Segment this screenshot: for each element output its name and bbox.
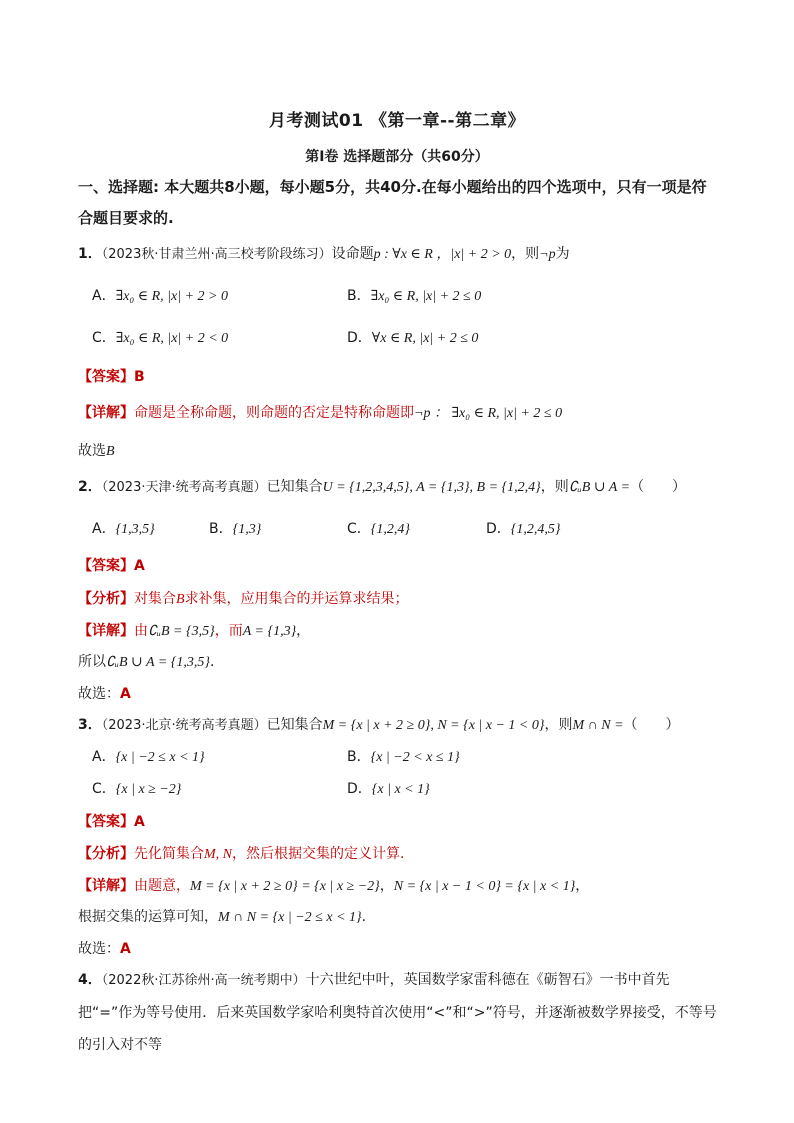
detail-text: 命题是全称命题，则命题的否定是特称命题即: [134, 405, 414, 421]
option-math: {x | x < 1}: [371, 782, 430, 797]
question-1-stem: [78, 244, 570, 265]
detail-text: ，: [296, 623, 311, 639]
analysis-math: M, N: [204, 847, 232, 862]
option-math: ∀x ∈ R, |x| + 2 ≤ 0: [371, 331, 479, 346]
answer-value: A: [134, 814, 145, 830]
option-d[interactable]: [347, 328, 478, 349]
detail-line: [78, 403, 562, 424]
stem-math: ∁ᵤB ∪ A =: [568, 480, 631, 495]
option-d[interactable]: [486, 519, 560, 540]
analysis-line: [78, 844, 404, 865]
conclusion-answer: A: [120, 686, 131, 702]
question-3-stem: [78, 715, 680, 736]
option-math: {x | −2 < x ≤ 1}: [370, 750, 460, 765]
option-math: {1,3,5}: [115, 522, 155, 537]
question-number: 1．: [78, 246, 102, 262]
detail-math: N = {x | x − 1 < 0} = {x | x < 1}: [393, 879, 576, 894]
stem-math: M = {x | x + 2 ≥ 0}, N = {x | x − 1 < 0}: [322, 718, 545, 733]
option-a[interactable]: [92, 747, 205, 768]
detail-math: ¬p ： ∃x₀ ∈ R, |x| + 2 ≤ 0: [414, 406, 563, 421]
detail-line-2: [78, 652, 214, 673]
question-source: （2022秋·江苏徐州·高一统考期中）: [101, 973, 306, 988]
detail-math: ∁ᵤB ∪ A = {1,3,5}: [106, 655, 210, 670]
detail-math: A = {1,3}: [242, 624, 297, 639]
detail-line: [78, 876, 589, 897]
detail-math: M = {x | x + 2 ≥ 0} = {x | x ≥ −2}: [190, 879, 380, 894]
option-label: C．: [347, 521, 371, 537]
answer-value: A: [134, 558, 145, 574]
option-math: {x | −2 ≤ x < 1}: [115, 750, 205, 765]
conclusion-text: 故选: [78, 443, 106, 459]
option-math: {x | x ≥ −2}: [115, 782, 182, 797]
answer-line: [78, 812, 145, 832]
stem-math: U = {1,2,3,4,5}, A = {1,3}, B = {1,2,4}: [322, 480, 541, 495]
detail-text: 由: [134, 623, 148, 639]
option-label: A．: [92, 521, 116, 537]
detail-line-2: [78, 907, 366, 928]
option-label: B．: [347, 749, 371, 765]
answer-tag: 【答案】: [78, 369, 134, 385]
stem-text: 十六世纪中叶，英国数学家雷科德在《砺智石》一书中首先把“=”作为等号使用．后来英国数学家哈利奥特首次使用“<”和“>”符号，并逐渐被数学界接受，不等号的引入对不等: [78, 972, 717, 1053]
detail-text: 根据交集的运算可知，: [78, 909, 218, 925]
detail-text: .: [209, 654, 215, 670]
analysis-text: 先化简集合: [134, 846, 204, 862]
option-a[interactable]: [92, 286, 228, 307]
answer-value: B: [134, 369, 145, 385]
option-label: D．: [347, 781, 372, 797]
stem-text: ，则: [540, 479, 569, 495]
stem-text: 为: [555, 246, 570, 262]
option-label: A．: [92, 749, 116, 765]
stem-text: ，则: [511, 246, 540, 262]
stem-math: M ∩ N =: [572, 718, 624, 733]
section-header: 一、选择题: 本大题共8小题，每小题5分，共40分.在每小题给出的四个选项中，只有一项是符合题目要求的.: [78, 178, 707, 227]
analysis-math: B: [176, 592, 185, 607]
option-d[interactable]: [347, 779, 430, 800]
option-math: {1,2,4,5}: [510, 522, 561, 537]
question-source: （2023·北京·统考高考真题）: [101, 718, 267, 733]
stem-text: 已知集合: [266, 717, 323, 733]
option-b[interactable]: [209, 519, 261, 540]
detail-tag: 【详解】: [78, 623, 134, 639]
conclusion-line: [78, 939, 131, 959]
option-a[interactable]: [92, 519, 155, 540]
analysis-text: 求补集，应用集合的并运算求结果；: [184, 591, 409, 607]
detail-tag: 【详解】: [78, 878, 134, 894]
stem-math: ¬p: [539, 247, 556, 262]
option-label: C．: [92, 781, 116, 797]
option-c[interactable]: [92, 328, 228, 349]
conclusion-math: B: [106, 444, 115, 459]
analysis-line: [78, 589, 409, 610]
answer-line: [78, 556, 145, 576]
stem-math: p : ∀x ∈ R ，|x| + 2 > 0: [373, 247, 512, 262]
page-subtitle: 第I卷 选择题部分（共60分）: [305, 149, 489, 165]
detail-text: ，: [575, 878, 590, 894]
question-number: 4．: [78, 972, 102, 988]
stem-text: 已知集合: [266, 479, 323, 495]
option-math: ∃x₀ ∈ R, |x| + 2 > 0: [115, 289, 228, 304]
analysis-tag: 【分析】: [78, 846, 134, 862]
option-b[interactable]: [347, 286, 481, 307]
option-c[interactable]: [92, 779, 181, 800]
stem-text: （ ）: [630, 479, 687, 495]
detail-text: ，而: [214, 623, 243, 639]
stem-text: （ ）: [623, 717, 680, 733]
detail-math: ∁ᵤB = {3,5}: [148, 624, 215, 639]
question-2-stem: [78, 477, 686, 498]
option-b[interactable]: [347, 747, 460, 768]
conclusion-line: [78, 441, 115, 462]
analysis-text: ，然后根据交集的定义计算.: [232, 846, 405, 862]
question-4-stem: [78, 964, 723, 1061]
detail-tag: 【详解】: [78, 405, 134, 421]
option-math: {1,2,4}: [370, 522, 410, 537]
stem-text: 设命题: [331, 246, 374, 262]
question-source: （2023秋·甘肃兰州·高三校考阶段练习）: [101, 247, 332, 262]
detail-line: [78, 621, 310, 642]
analysis-tag: 【分析】: [78, 591, 134, 607]
conclusion-text: 故选：: [78, 941, 120, 957]
option-label: B．: [347, 288, 371, 304]
option-label: A．: [92, 288, 116, 304]
conclusion-text: 故选：: [78, 686, 120, 702]
option-math: ∃x₀ ∈ R, |x| + 2 < 0: [115, 331, 229, 346]
question-source: （2023·天津·统考高考真题）: [101, 480, 267, 495]
answer-tag: 【答案】: [78, 814, 134, 830]
option-c[interactable]: [347, 519, 410, 540]
page-title: 月考测试01 《第一章--第二章》: [268, 111, 526, 131]
detail-math: M ∩ N = {x | −2 ≤ x < 1}: [218, 910, 362, 925]
conclusion-answer: A: [120, 941, 131, 957]
answer-line: [78, 367, 145, 387]
option-label: D．: [347, 330, 372, 346]
stem-text: ，则: [544, 717, 573, 733]
option-math: ∃x₀ ∈ R, |x| + 2 ≤ 0: [370, 289, 482, 304]
detail-text: 所以: [78, 654, 106, 670]
analysis-text: 对集合: [134, 591, 176, 607]
option-label: D．: [486, 521, 511, 537]
option-label: B．: [209, 521, 233, 537]
question-number: 3．: [78, 717, 102, 733]
question-number: 2．: [78, 479, 102, 495]
detail-text: 由题意，: [134, 878, 190, 894]
conclusion-line: [78, 684, 131, 704]
detail-text: .: [361, 909, 367, 925]
option-math: {1,3}: [232, 522, 262, 537]
answer-tag: 【答案】: [78, 558, 134, 574]
option-label: C．: [92, 330, 116, 346]
detail-text: ，: [379, 878, 394, 894]
